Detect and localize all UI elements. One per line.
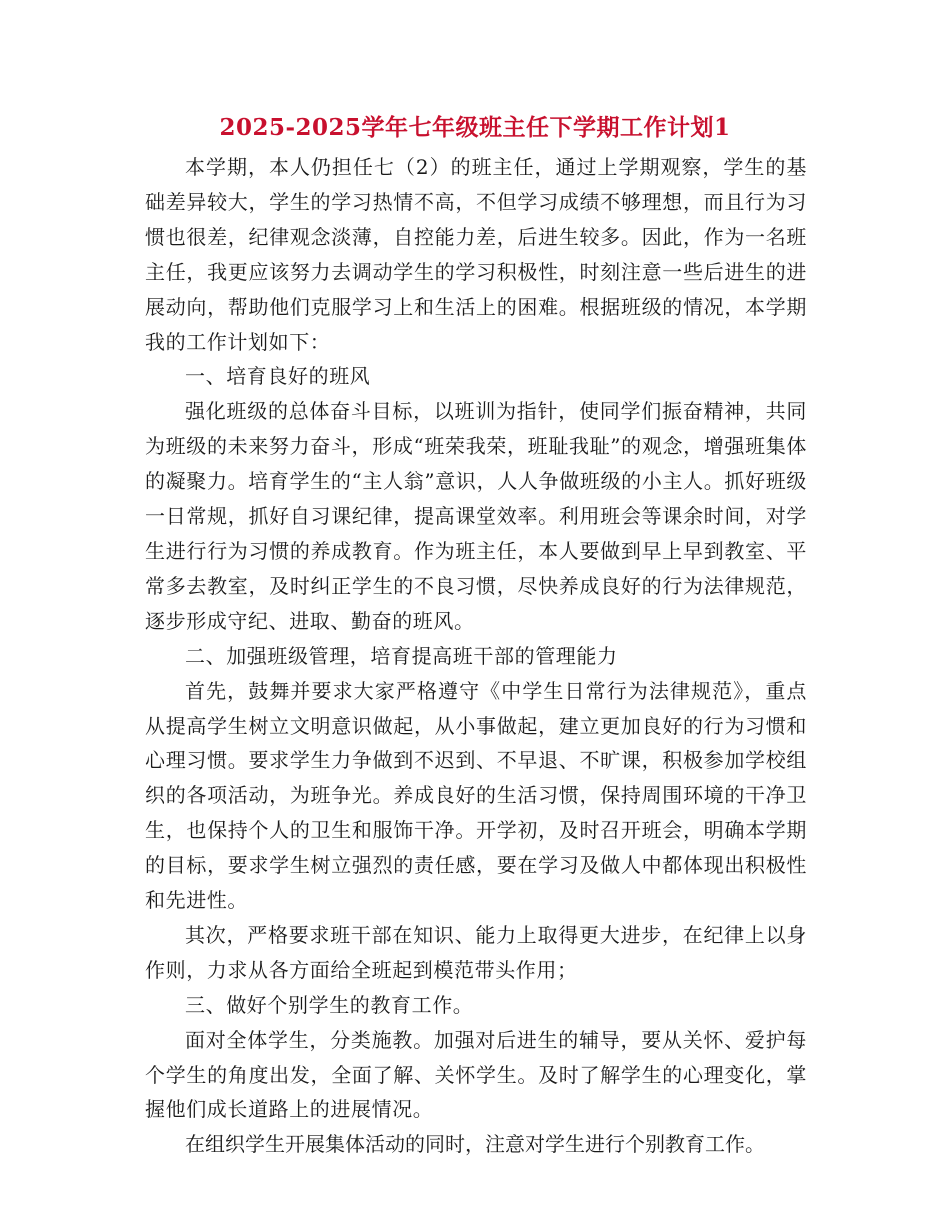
section-3-paragraph-2: 在组织学生开展集体活动的同时，注意对学生进行个别教育工作。 xyxy=(185,1132,765,1157)
section-1-paragraph: 强化班级的总体奋斗目标，以班训为指针，使同学们振奋精神，共同为班级的未来努力奋斗，形成“班荣我荣，班耻我耻”的观念，增强班集体的凝聚力。培育学生的“主人翁”意识，人人争做班级的小主人。抓好班级一日常规，抓好自习课纪律，提高课堂效率。利用班会等课余时间，对学生进行行为习惯的养成教育。作为班主任，本人要做到早上早到教室、平常多去教室，及时纠正学生的不良习惯，尽快养成良好的行为法律规范，逐步形成守纪、进取、勤奋的班风。 xyxy=(145,399,807,633)
section-heading-3: 三、做好个别学生的教育工作。 xyxy=(185,992,474,1017)
section-2-paragraph-1: 首先，鼓舞并要求大家严格遵守《中学生日常行为法律规范》，重点从提高学生树立文明意识做起，从小事做起，建立更加良好的行为习惯和心理习惯。要求学生力争做到不迟到、不早退、不旷课，积极参加学校组织的各项活动，为班争光。养成良好的生活习惯，保持周围环境的干净卫生，也保持个人的卫生和服饰干净。开学初，及时召开班会，明确本学期的目标，要求学生树立强烈的责任感，要在学习及做人中都体现出积极性和先进性。 xyxy=(145,678,807,913)
section-heading-1: 一、培育良好的班风 xyxy=(185,364,371,389)
document-body xyxy=(145,150,807,1162)
document-title: 2025-2025学年七年级班主任下学期工作计划1 xyxy=(219,114,731,141)
section-3-paragraph-1: 面对全体学生，分类施教。加强对后进生的辅导，要从关怀、爱护每个学生的角度出发，全面了解、关怀学生。及时了解学生的心理变化，掌握他们成长道路上的进展情况。 xyxy=(145,1027,807,1122)
section-2-paragraph-2: 其次，严格要求班干部在知识、能力上取得更大进步，在纪律上以身作则，力求从各方面给全班起到模范带头作用； xyxy=(145,922,807,982)
intro-paragraph: 本学期，本人仍担任七（2）的班主任，通过上学期观察，学生的基础差异较大，学生的学习热情不高，不但学习成绩不够理想，而且行为习惯也很差，纪律观念淡薄，自控能力差，后进生较多。因此，作为一名班主任，我更应该努力去调动学生的学习积极性，时刻注意一些后进生的进展动向，帮助他们克服学习上和生活上的困难。根据班级的情况，本学期我的工作计划如下： xyxy=(145,155,807,354)
section-heading-2: 二、加强班级管理，培育提高班干部的管理能力 xyxy=(185,643,618,668)
